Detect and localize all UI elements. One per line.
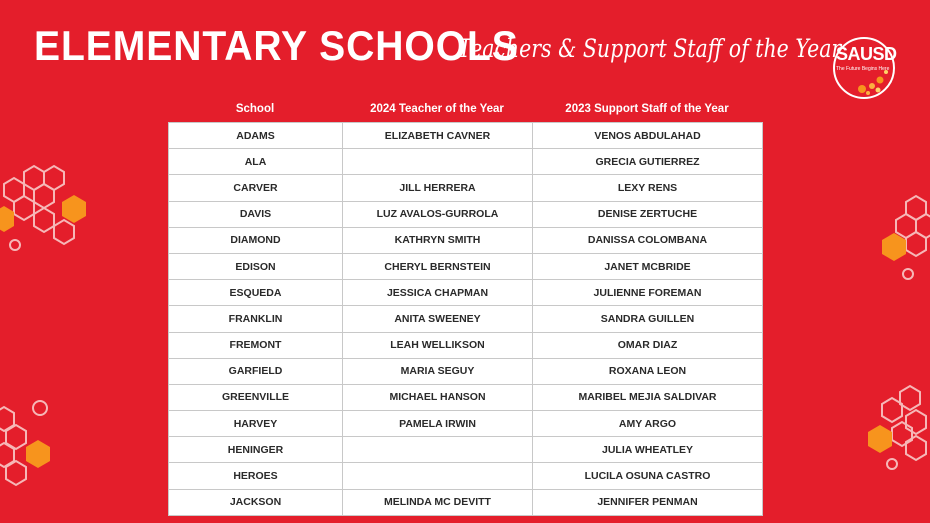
school-cell: DAVIS — [169, 201, 343, 227]
table-row — [169, 332, 763, 358]
table-row — [169, 384, 763, 410]
logo-tagline: The Future Begins Here — [836, 66, 890, 72]
support-staff-cell: VENOS ABDULAHAD — [533, 123, 763, 149]
table-row — [169, 437, 763, 463]
table-row — [169, 463, 763, 489]
support-staff-cell: OMAR DIAZ — [533, 332, 763, 358]
school-cell: GREENVILLE — [169, 384, 343, 410]
school-cell: JACKSON — [169, 489, 343, 515]
school-cell: ALA — [169, 149, 343, 175]
school-cell: FREMONT — [169, 332, 343, 358]
support-staff-cell: GRECIA GUTIERREZ — [533, 149, 763, 175]
column-header-support-staff: 2023 Support Staff of the Year — [565, 103, 729, 115]
table-row — [169, 227, 763, 253]
teacher-cell: ELIZABETH CAVNER — [343, 123, 533, 149]
support-staff-cell: AMY ARGO — [533, 411, 763, 437]
school-cell: ESQUEDA — [169, 280, 343, 306]
support-staff-cell: DANISSA COLOMBANA — [533, 227, 763, 253]
table-row — [169, 123, 763, 149]
table-row — [169, 253, 763, 279]
teacher-cell — [343, 437, 533, 463]
honorees-table — [168, 122, 763, 516]
table-row — [169, 149, 763, 175]
support-staff-cell: MARIBEL MEJIA SALDIVAR — [533, 384, 763, 410]
school-cell: HENINGER — [169, 437, 343, 463]
column-header-school: School — [235, 103, 275, 115]
teacher-cell: JILL HERRERA — [343, 175, 533, 201]
school-cell: FRANKLIN — [169, 306, 343, 332]
support-staff-cell: JENNIFER PENMAN — [533, 489, 763, 515]
hexagon-decoration-right-bottom — [862, 380, 930, 480]
support-staff-cell: ROXANA LEON — [533, 358, 763, 384]
page-subtitle: Teachers & Support Staff of the Year — [458, 34, 842, 63]
hexagon-decoration-right — [870, 190, 930, 290]
teacher-cell — [343, 463, 533, 489]
honorees-table-body — [169, 123, 763, 516]
school-cell: DIAMOND — [169, 227, 343, 253]
table-row — [169, 489, 763, 515]
school-cell: CARVER — [169, 175, 343, 201]
table-row — [169, 358, 763, 384]
teacher-cell: PAMELA IRWIN — [343, 411, 533, 437]
teacher-cell: LUZ AVALOS-GURROLA — [343, 201, 533, 227]
teacher-cell: ANITA SWEENEY — [343, 306, 533, 332]
hexagon-decoration-left — [0, 150, 100, 260]
teacher-cell: JESSICA CHAPMAN — [343, 280, 533, 306]
support-staff-cell: LEXY RENS — [533, 175, 763, 201]
support-staff-cell: LUCILA OSUNA CASTRO — [533, 463, 763, 489]
teacher-cell: MARIA SEGUY — [343, 358, 533, 384]
teacher-cell — [343, 149, 533, 175]
school-cell: GARFIELD — [169, 358, 343, 384]
support-staff-cell: DENISE ZERTUCHE — [533, 201, 763, 227]
support-staff-cell: SANDRA GUILLEN — [533, 306, 763, 332]
support-staff-cell: JANET MCBRIDE — [533, 253, 763, 279]
table-row — [169, 280, 763, 306]
table-row — [169, 175, 763, 201]
teacher-cell: MELINDA MC DEVITT — [343, 489, 533, 515]
school-cell: HARVEY — [169, 411, 343, 437]
support-staff-cell: JULIA WHEATLEY — [533, 437, 763, 463]
page-title: ELEMENTARY SCHOOLS — [34, 22, 519, 69]
table-row — [169, 201, 763, 227]
school-cell: ADAMS — [169, 123, 343, 149]
teacher-cell: CHERYL BERNSTEIN — [343, 253, 533, 279]
logo-wordmark: SAUSD — [836, 44, 897, 64]
table-header — [168, 101, 762, 121]
table-row — [169, 306, 763, 332]
teacher-cell: LEAH WELLIKSON — [343, 332, 533, 358]
teacher-cell: MICHAEL HANSON — [343, 384, 533, 410]
table-row — [169, 411, 763, 437]
teacher-cell: KATHRYN SMITH — [343, 227, 533, 253]
column-header-teacher: 2024 Teacher of the Year — [370, 103, 504, 115]
hexagon-decoration-left-bottom — [0, 395, 80, 505]
school-cell: EDISON — [169, 253, 343, 279]
support-staff-cell: JULIENNE FOREMAN — [533, 280, 763, 306]
school-cell: HEROES — [169, 463, 343, 489]
